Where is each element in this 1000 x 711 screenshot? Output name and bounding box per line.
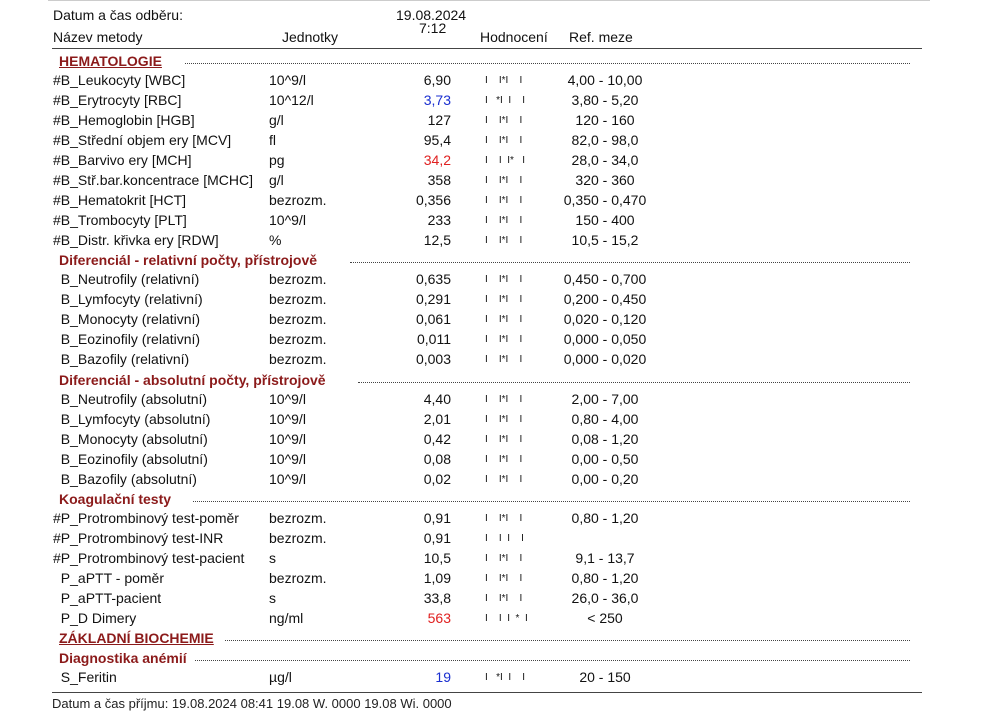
test-value: 0,91 — [423, 530, 451, 546]
column-header-reference: Ref. meze — [569, 29, 633, 45]
table-row — [0, 530, 1000, 550]
evaluation-scale: I I*I I — [485, 573, 523, 584]
test-unit: g/l — [269, 172, 284, 188]
test-unit: 10^9/l — [269, 72, 306, 88]
test-name: B_Monocyty (relativní) — [53, 311, 201, 327]
reference-range: 120 - 160 — [575, 112, 635, 128]
reference-range: 0,80 - 1,20 — [571, 510, 639, 526]
table-row — [0, 471, 1000, 491]
evaluation-scale: I I*I I — [485, 334, 523, 345]
test-name: P_aPTT-pacient — [53, 590, 162, 606]
reference-range: 0,80 - 1,20 — [571, 570, 639, 586]
evaluation-scale: I I*I I — [485, 354, 523, 365]
evaluation-scale: I I*I I — [485, 135, 523, 146]
test-value: 0,91 — [423, 510, 451, 526]
table-row — [0, 112, 1000, 132]
reference-range: 82,0 - 98,0 — [571, 132, 639, 148]
header-divider — [52, 48, 922, 49]
reference-range: 20 - 150 — [579, 669, 631, 685]
reference-range: 0,00 - 0,20 — [571, 471, 639, 487]
evaluation-scale: I I*I I — [485, 474, 523, 485]
test-name: B_Monocyty (absolutní) — [53, 431, 208, 447]
table-row — [0, 271, 1000, 291]
test-unit: g/l — [269, 112, 284, 128]
test-value: 0,061 — [415, 311, 451, 327]
test-unit: 10^12/l — [269, 92, 314, 108]
test-unit: % — [269, 232, 282, 248]
section-differential-absolute: Diferenciál - absolutní počty, přístrojově — [59, 372, 326, 388]
test-value: 0,011 — [417, 331, 451, 347]
test-unit: bezrozm. — [269, 331, 327, 347]
table-row — [0, 132, 1000, 152]
reference-range: 0,000 - 0,020 — [563, 351, 647, 367]
test-unit: bezrozm. — [269, 291, 327, 307]
evaluation-scale: I I*I I — [485, 115, 523, 126]
test-unit: 10^9/l — [269, 471, 306, 487]
reference-range: 10,5 - 15,2 — [571, 232, 639, 248]
reference-range: 0,08 - 1,20 — [571, 431, 639, 447]
footer-divider — [52, 692, 922, 693]
test-value: 0,02 — [423, 471, 451, 487]
top-border — [48, 0, 930, 1]
evaluation-scale: I I I* I — [485, 155, 526, 166]
reference-range: 9,1 - 13,7 — [575, 550, 635, 566]
test-value: 12,5 — [423, 232, 451, 248]
evaluation-scale: I I*I I — [485, 215, 523, 226]
table-row — [0, 212, 1000, 232]
table-row — [0, 331, 1000, 351]
reference-range: 0,350 - 0,470 — [563, 192, 647, 208]
test-value: 0,635 — [415, 271, 451, 287]
test-value: 3,73 — [423, 92, 451, 108]
reference-range: 2,00 - 7,00 — [571, 391, 639, 407]
test-value: 10,5 — [423, 550, 451, 566]
test-value: 2,01 — [423, 411, 451, 427]
test-name: #B_Trombocyty [PLT] — [53, 212, 187, 228]
table-row — [0, 92, 1000, 112]
test-value: 127 — [427, 112, 451, 128]
test-value: 563 — [427, 610, 451, 626]
sample-date-label: Datum a čas odběru: — [53, 7, 183, 23]
evaluation-scale: I I*I I — [485, 314, 523, 325]
section-hematologie: HEMATOLOGIE — [59, 53, 162, 69]
evaluation-scale: I I*I I — [485, 195, 523, 206]
column-header-units: Jednotky — [282, 29, 339, 45]
test-name: B_Bazofily (absolutní) — [53, 471, 197, 487]
table-row — [0, 431, 1000, 451]
reference-range: 26,0 - 36,0 — [571, 590, 639, 606]
test-unit: 10^9/l — [269, 451, 306, 467]
test-unit: s — [269, 550, 276, 566]
table-row — [0, 610, 1000, 630]
evaluation-scale: I I*I I — [485, 175, 523, 186]
table-row — [0, 152, 1000, 172]
evaluation-scale: I I*I I — [485, 394, 523, 405]
table-row — [0, 72, 1000, 92]
reference-range: < 250 — [587, 610, 623, 626]
table-row — [0, 232, 1000, 252]
reference-range: 0,200 - 0,450 — [563, 291, 647, 307]
test-value: 4,40 — [423, 391, 451, 407]
table-row — [0, 570, 1000, 590]
test-value: 95,4 — [423, 132, 451, 148]
evaluation-scale: I *I I I — [485, 672, 526, 683]
table-row — [0, 550, 1000, 570]
table-row — [0, 510, 1000, 530]
table-row — [0, 291, 1000, 311]
section-dots — [195, 660, 910, 661]
test-name: B_Eozinofily (absolutní) — [53, 451, 208, 467]
test-value: 233 — [427, 212, 451, 228]
test-name: P_aPTT - poměr — [53, 570, 165, 586]
reference-range: 4,00 - 10,00 — [567, 72, 643, 88]
reference-range: 3,80 - 5,20 — [571, 92, 639, 108]
reference-range: 320 - 360 — [575, 172, 635, 188]
test-unit: bezrozm. — [269, 510, 327, 526]
evaluation-scale: I I*I I — [485, 553, 523, 564]
test-name: #B_Hematokrit [HCT] — [53, 192, 187, 208]
section-differential-relative: Diferenciál - relativní počty, přístrojově — [59, 252, 318, 268]
section-dots — [185, 63, 910, 64]
test-unit: fl — [269, 132, 276, 148]
test-name: B_Bazofily (relativní) — [53, 351, 190, 367]
table-row — [0, 451, 1000, 471]
test-name: B_Neutrofily (relativní) — [53, 271, 200, 287]
test-name: #B_Erytrocyty [RBC] — [53, 92, 182, 108]
reference-range: 0,80 - 4,00 — [571, 411, 639, 427]
reference-range: 28,0 - 34,0 — [571, 152, 639, 168]
test-name: #B_Distr. křivka ery [RDW] — [53, 232, 219, 248]
reference-range: 0,00 - 0,50 — [571, 451, 639, 467]
table-row — [0, 669, 1000, 689]
test-name: #P_Protrombinový test-poměr — [53, 510, 239, 526]
table-row — [0, 351, 1000, 371]
test-unit: 10^9/l — [269, 391, 306, 407]
test-value: 19 — [435, 669, 451, 685]
test-name: #B_Leukocyty [WBC] — [53, 72, 186, 88]
test-name: #B_Střední objem ery [MCV] — [53, 132, 232, 148]
test-value: 0,42 — [423, 431, 451, 447]
reference-range: 0,000 - 0,050 — [563, 331, 647, 347]
test-unit: 10^9/l — [269, 212, 306, 228]
test-unit: bezrozm. — [269, 351, 327, 367]
section-anemia-diagnostics: Diagnostika anémií — [59, 650, 187, 666]
test-unit: bezrozm. — [269, 192, 327, 208]
test-unit: pg — [269, 152, 285, 168]
test-name: B_Lymfocyty (relativní) — [53, 291, 203, 307]
table-row — [0, 590, 1000, 610]
test-unit: 10^9/l — [269, 411, 306, 427]
test-name: B_Neutrofily (absolutní) — [53, 391, 208, 407]
evaluation-scale: I *I I I — [485, 95, 526, 106]
test-name: #P_Protrombinový test-pacient — [53, 550, 245, 566]
test-name: #B_Hemoglobin [HGB] — [53, 112, 195, 128]
evaluation-scale: I I*I I — [485, 75, 523, 86]
table-row — [0, 311, 1000, 331]
evaluation-scale: I I*I I — [485, 513, 523, 524]
table-row — [0, 192, 1000, 212]
test-value: 0,291 — [415, 291, 451, 307]
table-row — [0, 391, 1000, 411]
test-name: B_Eozinofily (relativní) — [53, 331, 201, 347]
test-value: 1,09 — [423, 570, 451, 586]
evaluation-scale: I I*I I — [485, 294, 523, 305]
reference-range: 0,020 - 0,120 — [563, 311, 647, 327]
evaluation-scale: I I*I I — [485, 454, 523, 465]
sample-date: 19.08.2024 — [396, 7, 467, 23]
section-dots — [350, 262, 910, 263]
column-header-name: Název metody — [53, 29, 143, 45]
test-unit: s — [269, 590, 276, 606]
reference-range: 0,450 - 0,700 — [563, 271, 647, 287]
test-unit: bezrozm. — [269, 271, 327, 287]
test-name: P_D Dimery — [53, 610, 137, 626]
section-dots — [225, 640, 910, 641]
test-unit: ng/ml — [269, 610, 304, 626]
column-header-evaluation: Hodnocení — [480, 29, 548, 45]
test-value: 358 — [427, 172, 451, 188]
test-name: #B_Barvivo ery [MCH] — [53, 152, 192, 168]
test-value: 0,08 — [423, 451, 451, 467]
test-unit: µg/l — [269, 669, 292, 685]
evaluation-scale: I I*I I — [485, 274, 523, 285]
test-name: B_Lymfocyty (absolutní) — [53, 411, 211, 427]
test-name: #P_Protrombinový test-INR — [53, 530, 224, 546]
test-value: 33,8 — [423, 590, 451, 606]
test-unit: 10^9/l — [269, 431, 306, 447]
section-dots — [358, 382, 910, 383]
test-value: 0,003 — [415, 351, 451, 367]
test-value: 34,2 — [423, 152, 451, 168]
section-basic-biochemistry: ZÁKLADNÍ BIOCHEMIE — [59, 630, 214, 646]
evaluation-scale: I I*I I — [485, 593, 523, 604]
table-row — [0, 172, 1000, 192]
test-value: 6,90 — [423, 72, 451, 88]
table-row — [0, 411, 1000, 431]
evaluation-scale: I I*I I — [485, 235, 523, 246]
footer-received-line: Datum a čas příjmu: 19.08.2024 08:41 19.08 W. 0000 19.08 Wi. 0000 — [52, 696, 452, 711]
test-unit: bezrozm. — [269, 311, 327, 327]
test-name: #B_Stř.bar.koncentrace [MCHC] — [53, 172, 253, 188]
test-unit: bezrozm. — [269, 530, 327, 546]
reference-range: 150 - 400 — [575, 212, 635, 228]
test-value: 0,356 — [415, 192, 451, 208]
section-coagulation: Koagulační testy — [59, 491, 172, 507]
test-name: S_Feritin — [53, 669, 117, 685]
test-unit: bezrozm. — [269, 570, 327, 586]
evaluation-scale: I I I I — [485, 533, 524, 544]
sample-time: 7:12 — [419, 20, 447, 36]
evaluation-scale: I I*I I — [485, 414, 523, 425]
evaluation-scale: I I*I I — [485, 434, 523, 445]
section-dots — [193, 501, 910, 502]
evaluation-scale: I I I * I — [485, 613, 528, 624]
